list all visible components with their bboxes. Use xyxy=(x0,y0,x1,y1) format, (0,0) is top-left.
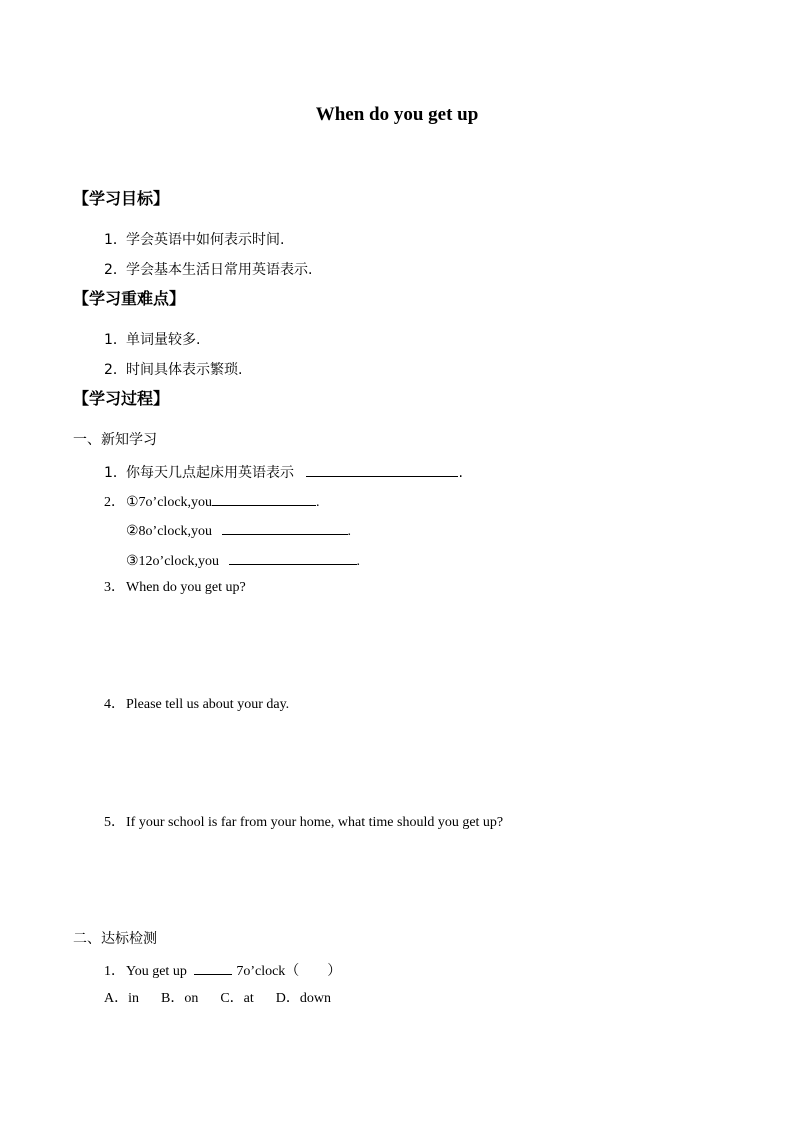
answer-blank[interactable] xyxy=(306,462,458,477)
test-question-1 xyxy=(104,960,341,981)
part1-label: 一、新知学习 xyxy=(73,432,157,448)
question-2c-text: ③12o’clock,you xyxy=(126,554,220,569)
question-1-text: 你每天几点起床用英语表示 xyxy=(126,465,294,481)
period: . xyxy=(356,554,361,569)
question-2a-text: ①7o’clock,you xyxy=(126,495,213,510)
period: . xyxy=(458,465,463,481)
difficulty-item-2 xyxy=(104,361,242,379)
period: . xyxy=(316,495,320,510)
item-number: 2． xyxy=(104,495,125,510)
question-5-text: If your school is far from your home, what time should you get up? xyxy=(126,815,504,830)
option-c[interactable]: C．at xyxy=(220,991,254,1006)
test-question-1-prefix: You get up xyxy=(126,964,187,979)
item-number: 1． xyxy=(104,465,127,481)
item-number: 1． xyxy=(104,964,125,979)
difficulty-text-2: 时间具体表示繁琐. xyxy=(126,362,243,378)
question-3 xyxy=(104,579,246,597)
question-2c xyxy=(126,550,360,571)
question-2b xyxy=(126,520,351,541)
option-b[interactable]: B．on xyxy=(161,991,199,1006)
item-number: 2． xyxy=(104,262,127,278)
answer-blank[interactable] xyxy=(212,491,316,506)
question-5 xyxy=(104,814,503,832)
item-number: 1． xyxy=(104,332,127,348)
question-1 xyxy=(104,462,463,482)
page-title: When do you get up xyxy=(315,104,479,125)
part2-label: 二、达标检测 xyxy=(73,931,157,947)
answer-blank[interactable] xyxy=(222,520,348,535)
question-2b-text: ②8o’clock,you xyxy=(126,524,213,539)
item-number: 3． xyxy=(104,580,125,595)
objectives-heading: 【学习目标】 xyxy=(73,189,170,208)
objective-item-1 xyxy=(104,231,284,249)
difficulty-item-1 xyxy=(104,331,200,349)
difficulties-heading: 【学习重难点】 xyxy=(73,289,186,308)
question-4 xyxy=(104,696,289,714)
option-a[interactable]: A．in xyxy=(104,991,139,1006)
item-number: 4． xyxy=(104,697,125,712)
objective-item-2 xyxy=(104,261,312,279)
option-d[interactable]: D．down xyxy=(275,991,332,1006)
question-2a xyxy=(104,491,320,512)
objective-text-2: 学会基本生活日常用英语表示. xyxy=(126,262,313,278)
test-question-1-suffix: 7o’clock（ ） xyxy=(236,964,342,979)
period: . xyxy=(347,524,352,539)
question-4-text: Please tell us about your day. xyxy=(126,697,290,712)
question-3-text: When do you get up? xyxy=(126,580,246,595)
item-number: 2． xyxy=(104,362,127,378)
item-number: 5． xyxy=(104,815,125,830)
item-number: 1． xyxy=(104,232,127,248)
options-row xyxy=(104,990,331,1008)
difficulty-text-1: 单词量较多. xyxy=(126,332,201,348)
objective-text-1: 学会英语中如何表示时间. xyxy=(126,232,285,248)
process-heading: 【学习过程】 xyxy=(73,389,170,408)
answer-blank[interactable] xyxy=(194,960,232,975)
answer-blank[interactable] xyxy=(229,550,357,565)
